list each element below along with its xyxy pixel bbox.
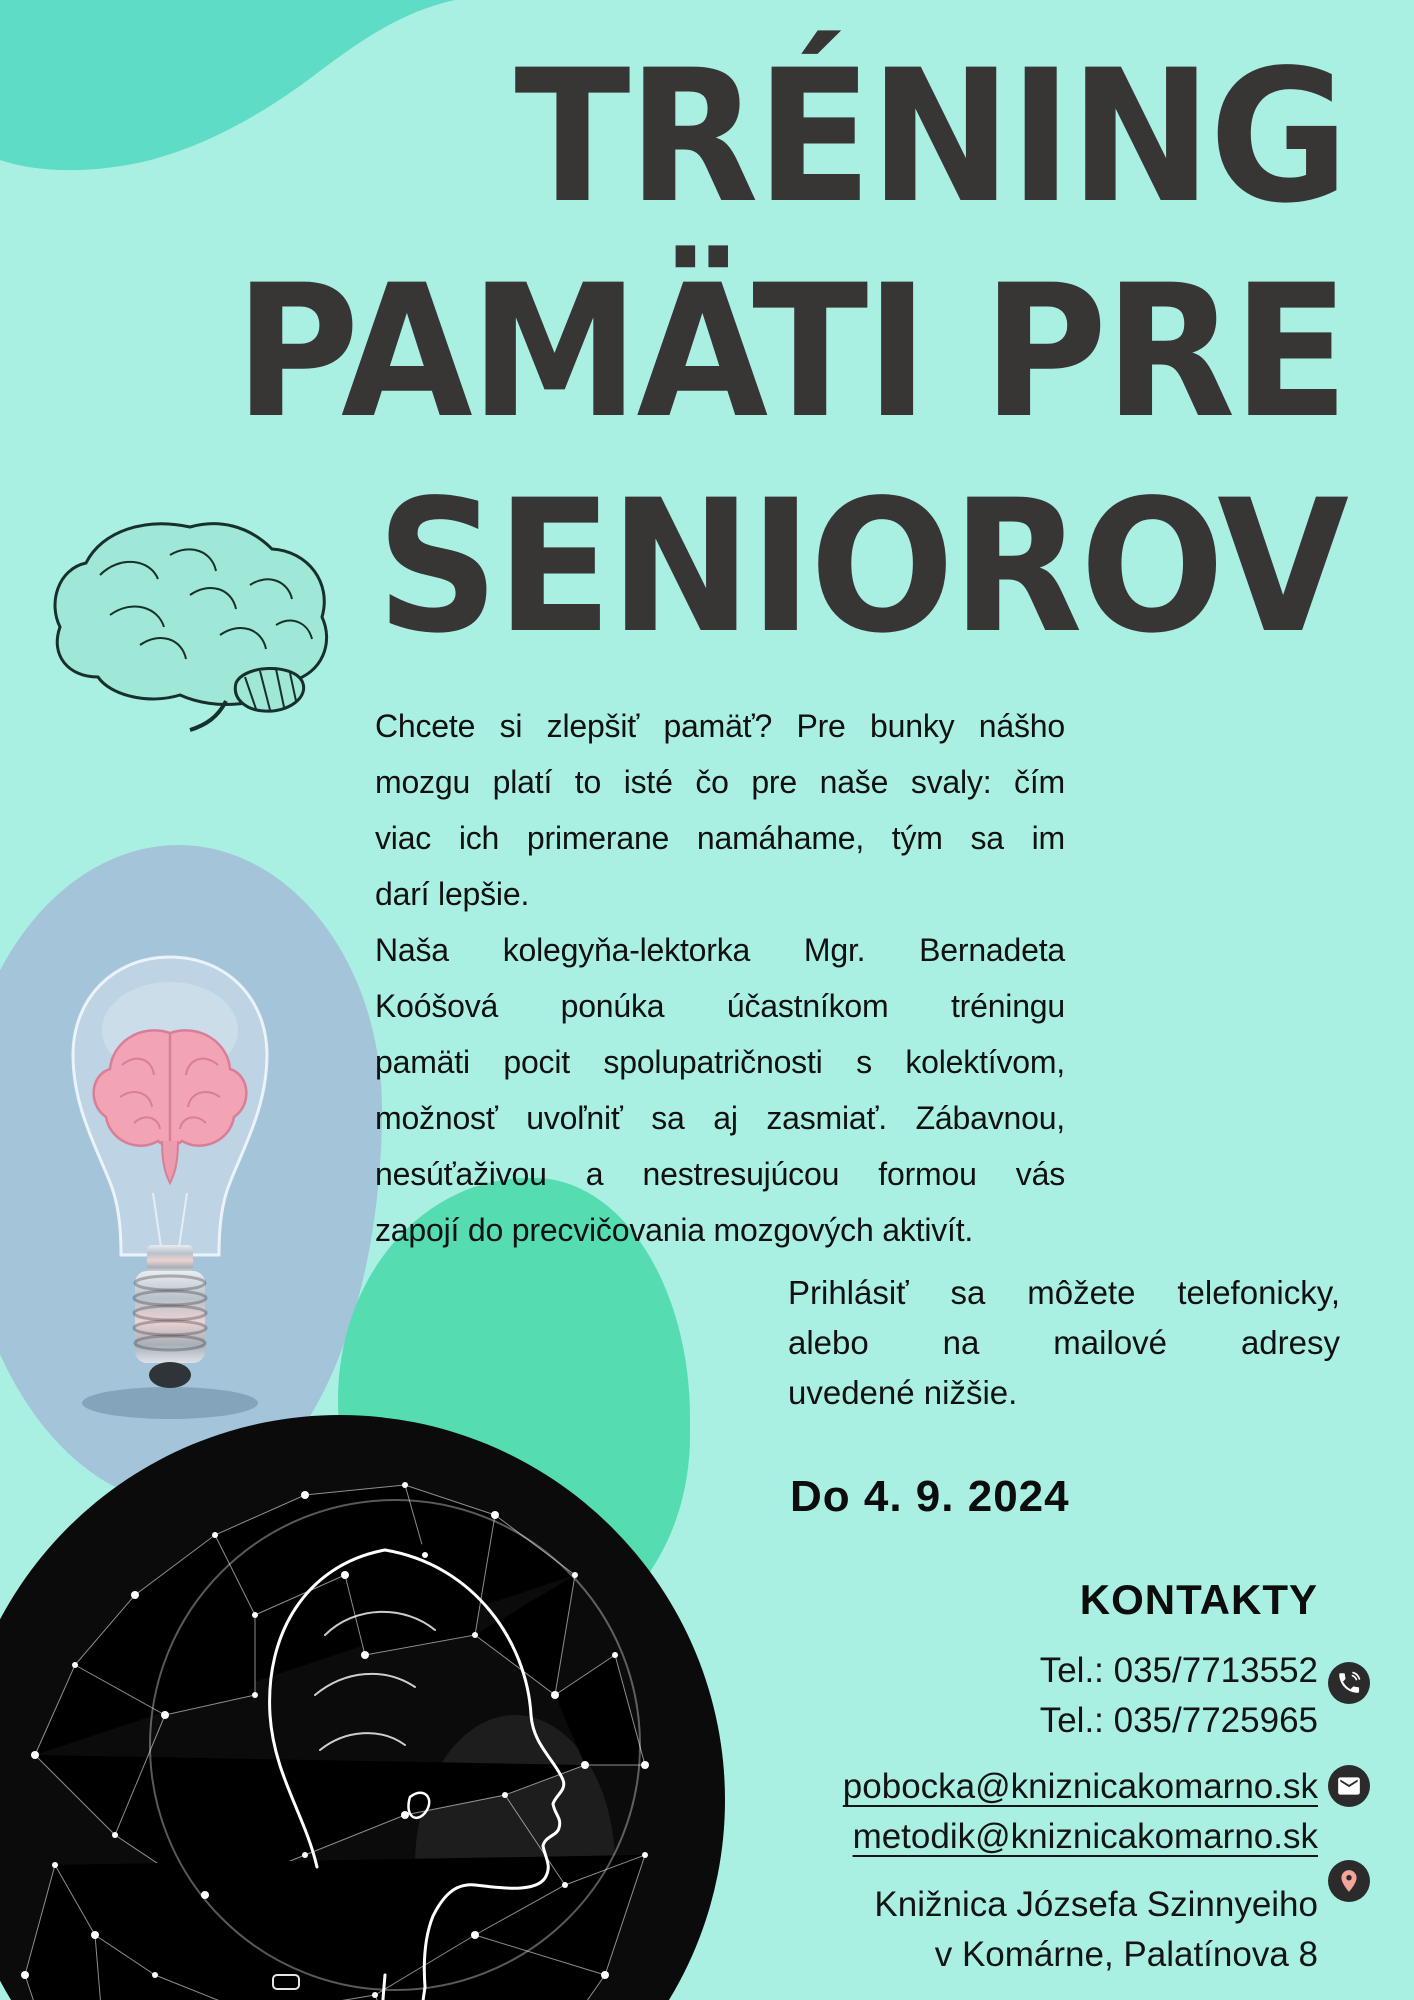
brain-lightbulb-image (35, 945, 305, 1425)
contacts-heading: KONTAKTY (1079, 1576, 1318, 1623)
location-pin-icon (1328, 1860, 1370, 1902)
title-line-3: SENIOROV (376, 461, 1346, 674)
intro-line: pamäti pocit spolupatričnosti s kolektívom, (375, 1044, 1065, 1080)
intro-line: Chcete si zlepšiť pamäť? Pre bunky nášho (375, 708, 1065, 744)
email-link-metodik[interactable]: metodik@kniznicakomarno.sk (852, 1817, 1318, 1856)
title-line-2: PAMÄTI PRE (234, 246, 1346, 459)
email-link-pobocka[interactable]: pobocka@kniznicakomarno.sk (842, 1767, 1318, 1806)
intro-line: možnosť uvoľniť sa aj zasmiať. Zábavnou, (375, 1100, 1065, 1136)
intro-line: Koóšová ponúka účastníkom tréningu (375, 988, 1065, 1024)
library-name: Knižnica Józsefa Szinnyeiho (874, 1885, 1318, 1924)
deadline-date: Do 4. 9. 2024 (790, 1472, 1070, 1521)
phone-number-2: Tel.: 035/7725965 (1039, 1701, 1318, 1740)
signup-line: uvedené nižšie. (788, 1374, 1018, 1411)
intro-line: Naša kolegyňa-lektorka Mgr. Bernadeta (375, 932, 1065, 968)
intro-line: zapojí do precvičovania mozgových aktivít. (375, 1212, 974, 1248)
email-icon (1328, 1765, 1370, 1807)
signup-line: Prihlásiť sa môžete telefonicky, (788, 1274, 1340, 1311)
poster-title (235, 30, 1346, 675)
intro-line: viac ich primerane namáhame, tým sa im (375, 820, 1065, 856)
title-line-1: TRÉNING (514, 31, 1346, 244)
intro-line: darí lepšie. (375, 876, 530, 912)
intro-text (375, 698, 1065, 1258)
intro-line: mozgu platí to isté čo pre naše svaly: čím (375, 764, 1065, 800)
phone-number-1: Tel.: 035/7713552 (1039, 1651, 1318, 1690)
signup-text (788, 1268, 1340, 1418)
phone-icon (1328, 1662, 1370, 1704)
contacts-block (758, 1576, 1318, 1980)
signup-line: alebo na mailové adresy (788, 1324, 1340, 1361)
library-address: v Komárne, Palatínova 8 (934, 1935, 1318, 1974)
intro-line: nesúťaživou a nestresujúcou formou vás (375, 1156, 1065, 1192)
